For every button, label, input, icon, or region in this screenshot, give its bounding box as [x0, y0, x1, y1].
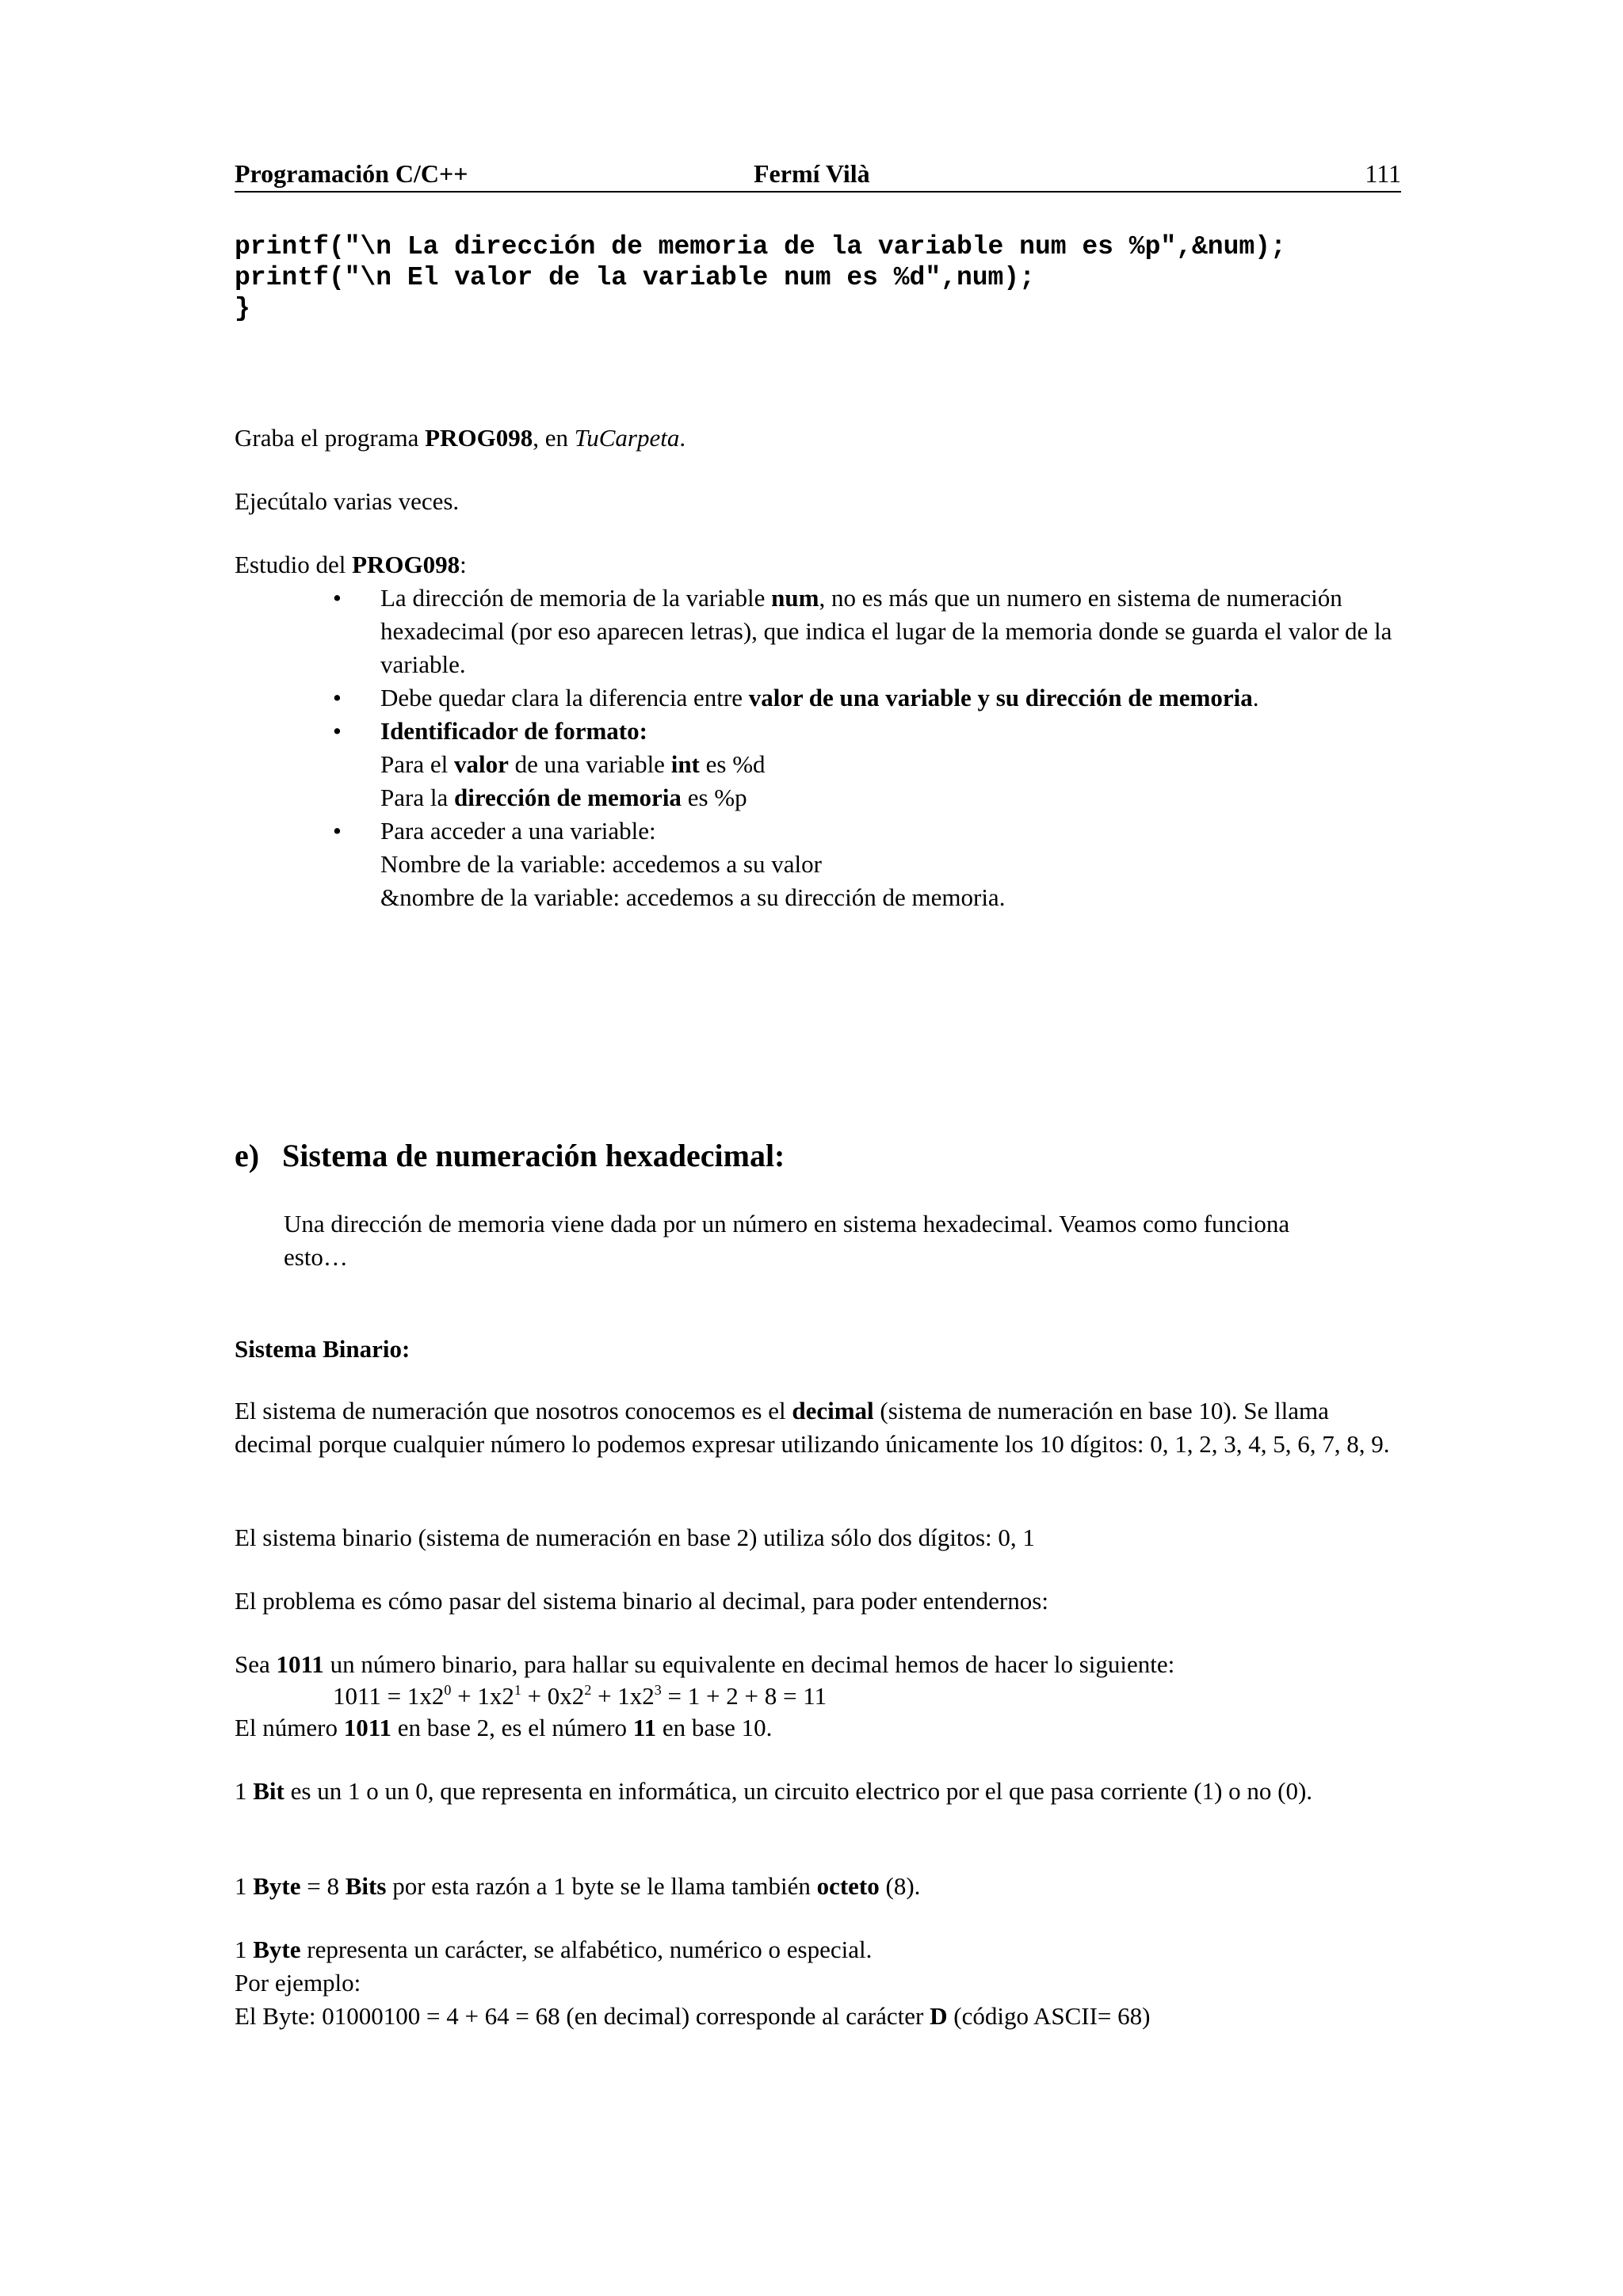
- section-letter: e): [235, 1138, 260, 1173]
- bullet-item: [333, 715, 1411, 814]
- program-name: PROG098: [425, 424, 533, 452]
- byte-paragraph: 1 Byte = 8 Bits por esta razón a 1 byte se le llama también octeto (8).: [235, 1872, 921, 1900]
- code-line: printf("\n El valor de la variable num es %d",num);: [235, 263, 1035, 292]
- binary-example-intro: Sea 1011 un número binario, para hallar su equivalente en decimal hemos de hacer lo siguiente:: [235, 1650, 1175, 1678]
- code-block: [235, 231, 1286, 324]
- byte-example-paragraph: [235, 1933, 1151, 2033]
- bullet-item: • Debe quedar clara la diferencia entre valor de una variable y su dirección de memoria.: [333, 681, 1411, 715]
- bullet-item: [333, 814, 1411, 914]
- bullet-title: Para acceder a una variable:: [380, 817, 656, 845]
- format-line: Para la dirección de memoria es %p: [380, 784, 747, 811]
- bullet-dot: •: [333, 817, 342, 845]
- bit-paragraph: 1 Bit es un 1 o un 0, que representa en informática, un circuito electrico por el que pasa corriente (1) o no (0).: [235, 1777, 1313, 1805]
- problem-paragraph: El problema es cómo pasar del sistema binario al decimal, para poder entendernos:: [235, 1587, 1048, 1615]
- save-program-paragraph: Graba el programa PROG098, en TuCarpeta.: [235, 424, 686, 452]
- bullet-dot: •: [333, 684, 342, 711]
- conversion-formula: $1011 = 1x2^0 + 1x2^1 + 0x2^2 + 1x2^3 = 1 + 2 + 8 = 11$: [333, 1682, 827, 1710]
- bullet-dot: •: [333, 717, 342, 745]
- folder-name: TuCarpeta: [574, 424, 680, 452]
- subheading-binary: Sistema Binario:: [235, 1335, 411, 1363]
- header-author: Fermí Vilà: [754, 159, 870, 188]
- code-line: printf("\n La dirección de memoria de la variable num es %p",&num);: [235, 232, 1286, 261]
- study-heading: Estudio del PROG098:: [235, 551, 467, 578]
- access-line: &nombre de la variable: accedemos a su dirección de memoria.: [380, 883, 1006, 911]
- section-title: Sistema de numeración hexadecimal:: [282, 1138, 785, 1173]
- binary-paragraph: El sistema binario (sistema de numeración en base 2) utiliza sólo dos dígitos: 0, 1: [235, 1524, 1035, 1551]
- program-name: PROG098: [352, 551, 460, 578]
- byte-example-line: Por ejemplo:: [235, 1969, 361, 1997]
- intro-paragraph: Una dirección de memoria viene dada por un número en sistema hexadecimal. Veamos como funciona esto…: [284, 1210, 1290, 1271]
- study-bullet-list: [333, 582, 1411, 914]
- bullet-dot: •: [333, 584, 342, 612]
- format-line: Para el valor de una variable int es %d: [380, 750, 766, 778]
- page-header: [235, 156, 1401, 193]
- section-heading: [235, 1135, 785, 1177]
- conversion-result: El número 1011 en base 2, es el número 11 en base 10.: [235, 1714, 773, 1741]
- header-course-title: Programación C/C++: [235, 159, 468, 188]
- decimal-paragraph: El sistema de numeración que nosotros conocemos es el decimal (sistema de numeración en base 10). Se llama decimal porque cualquier número lo podemos expresar utilizando únicamente los 10 dígitos: 0, 1, 2, 3, 4, 5, 6, 7, 8, 9.: [235, 1397, 1390, 1458]
- bullet-title: Identificador de formato:: [380, 717, 647, 745]
- access-line: Nombre de la variable: accedemos a su valor: [380, 850, 822, 878]
- byte-example-line: 1 Byte representa un carácter, se alfabético, numérico o especial.: [235, 1936, 873, 1963]
- code-line: }: [235, 294, 250, 323]
- bullet-item: • La dirección de memoria de la variable num, no es más que un numero en sistema de numeración hexadecimal (por eso aparecen letras), que indica el lugar de la memoria donde se guarda el valor de la variable.: [333, 582, 1411, 681]
- page-number: 111: [1365, 159, 1401, 188]
- run-paragraph: Ejecútalo varias veces.: [235, 487, 460, 515]
- byte-example-line: El Byte: 01000100 = 4 + 64 = 68 (en decimal) corresponde al carácter D (código ASCII= 68): [235, 2002, 1151, 2030]
